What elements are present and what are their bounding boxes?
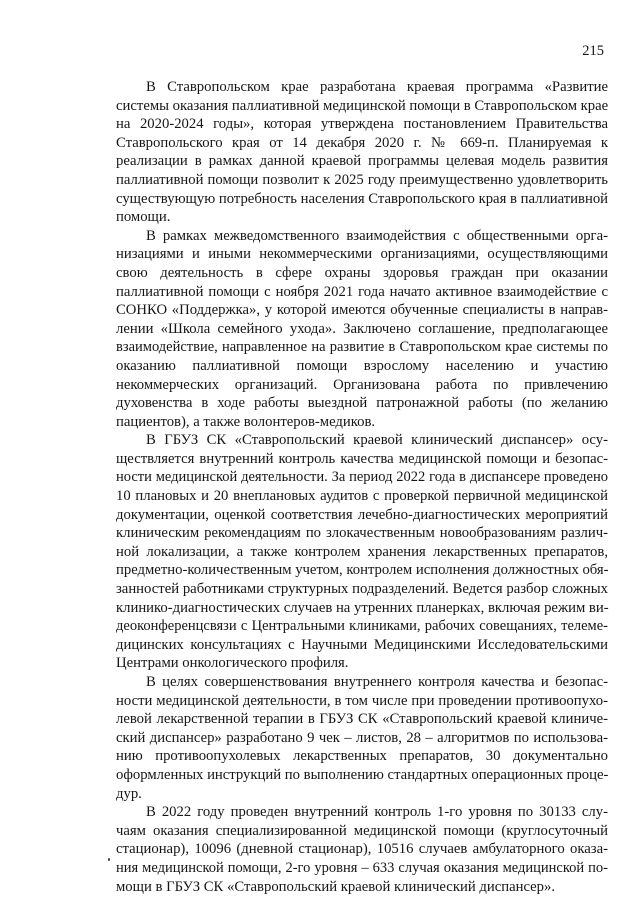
text-line: на 2020-2024 годы», которая утверждена постановлением Правительства: [116, 116, 608, 133]
text-line: дицинских консультациях с Научными Медицинскими Исследовательскими: [116, 636, 608, 653]
page-number: 215: [582, 43, 604, 59]
text-line: низациями и иными некоммерческими организациями, осуществляющими: [116, 246, 608, 263]
text-line: паллиативной помощи позволит к 2025 году преимущественно удовлетворить: [116, 171, 608, 188]
text-line: В рамках межведомственного взаимодействия с общественными орга-: [146, 227, 608, 244]
text-line: клиническим рекомендациям по злокачественным новообразованиям различ-: [116, 525, 608, 542]
text-line: чаям оказания специализированной медицинской помощи (круглосуточный: [116, 822, 608, 839]
paragraph: [116, 431, 608, 673]
text-line: нию противоопухолевых лекарственных препаратов, 30 документально: [116, 748, 608, 765]
text-line: В 2022 году проведен внутренний контроль 1-го уровня по 30133 слу-: [146, 804, 608, 821]
text-line: помощи.: [116, 209, 171, 226]
text-line: мощи в ГБУЗ СК «Ставропольский краевой клинический диспансер».: [116, 878, 556, 895]
text-line: реализации в рамках данной краевой программы целевая модель развития: [116, 153, 608, 170]
text-line: взаимодействие, направленное на развитие в Ставропольском крае системы по: [116, 339, 608, 356]
text-line: лении «Школа семейного ухода». Заключено соглашение, предполагающее: [116, 320, 608, 337]
text-line: СОНКО «Поддержка», у которой имеются обученные специалисты в направ-: [116, 302, 608, 319]
text-line: паллиативной помощи с ноября 2021 года начато активное взаимодействие с: [116, 283, 608, 300]
text-line: дур.: [116, 785, 142, 802]
text-line: В целях совершенствования внутреннего контроля качества и безопас-: [146, 674, 608, 690]
text-line: свою деятельность в сфере охраны здоровья граждан при оказании: [116, 264, 608, 281]
paragraph: [116, 78, 608, 227]
text-line: духовенства в ходе работы выездной патронажной работы (по желанию: [116, 395, 608, 412]
text-line: ния медицинской помощи, 2-го уровня – 633 случая оказания медицинской по-: [116, 859, 608, 876]
paragraph: [116, 227, 608, 432]
text-line: ности медицинской деятельности. За период 2022 года в диспансере проведено: [116, 469, 608, 486]
scan-speck: [108, 858, 110, 861]
text-line: занностей работниками структурных подразделений. Ведется разбор сложных: [116, 581, 608, 598]
text-line: системы оказания паллиативной медицинской помощи в Ставропольском крае: [116, 97, 609, 114]
text-line: существующую потребность населения Ставропольского края в паллиативной: [116, 190, 609, 207]
text-line: стационар), 10096 (дневной стационар), 10516 случаев амбулаторного оказа-: [116, 841, 608, 858]
text-line: Ставропольского края от 14 декабря 2020 г. № 669-п. Планируемая к: [116, 134, 608, 151]
text-line: предметно-количественным учетом, контролем исполнения должностных обя-: [116, 562, 609, 579]
text-line: ной локализации, а также контролем хранения лекарственных препаратов,: [116, 543, 608, 560]
text-line: оказанию паллиативной помощи взрослому населению и участию: [116, 357, 608, 374]
text-line: ский диспансер» разработано 9 чек – листов, 28 – алгоритмов по использова-: [116, 729, 608, 746]
text-line: деоконференцсвязи с Центральными клиниками, рабочих совещаниях, телеме-: [116, 618, 608, 635]
text-line: В Ставропольском крае разработана краевая программа «Развитие: [146, 79, 608, 95]
text-line: пациентов), а также волонтеров-медиков.: [116, 413, 376, 430]
text-line: некоммерческих организаций. Организована работа по привлечению: [116, 376, 608, 393]
text-line: документации, оценкой соответствия лечебно-диагностических мероприятий: [116, 506, 608, 523]
paragraph: [116, 803, 608, 896]
text-line: Центрами онкологического профиля.: [116, 655, 349, 672]
text-line: ности медицинской деятельности, в том числе при проведении противоопухо-: [116, 692, 608, 709]
text-line: В ГБУЗ СК «Ставропольский краевой клинический диспансер» осу-: [146, 432, 608, 449]
document-body: [116, 78, 608, 896]
text-line: ществляется внутренний контроль качества медицинской помощи и безопас-: [116, 450, 608, 467]
text-line: 10 плановых и 20 внеплановых аудитов с проверкой первичной медицинской: [116, 488, 608, 505]
text-line: клинико-диагностических случаев на утренних планерках, включая режим ви-: [116, 599, 609, 616]
text-line: оформленных инструкций по выполнению стандартных операционных проце-: [116, 766, 609, 783]
text-line: левой лекарственной терапии в ГБУЗ СК «Ставропольский краевой клиниче-: [116, 711, 608, 728]
paragraph: [116, 673, 608, 803]
